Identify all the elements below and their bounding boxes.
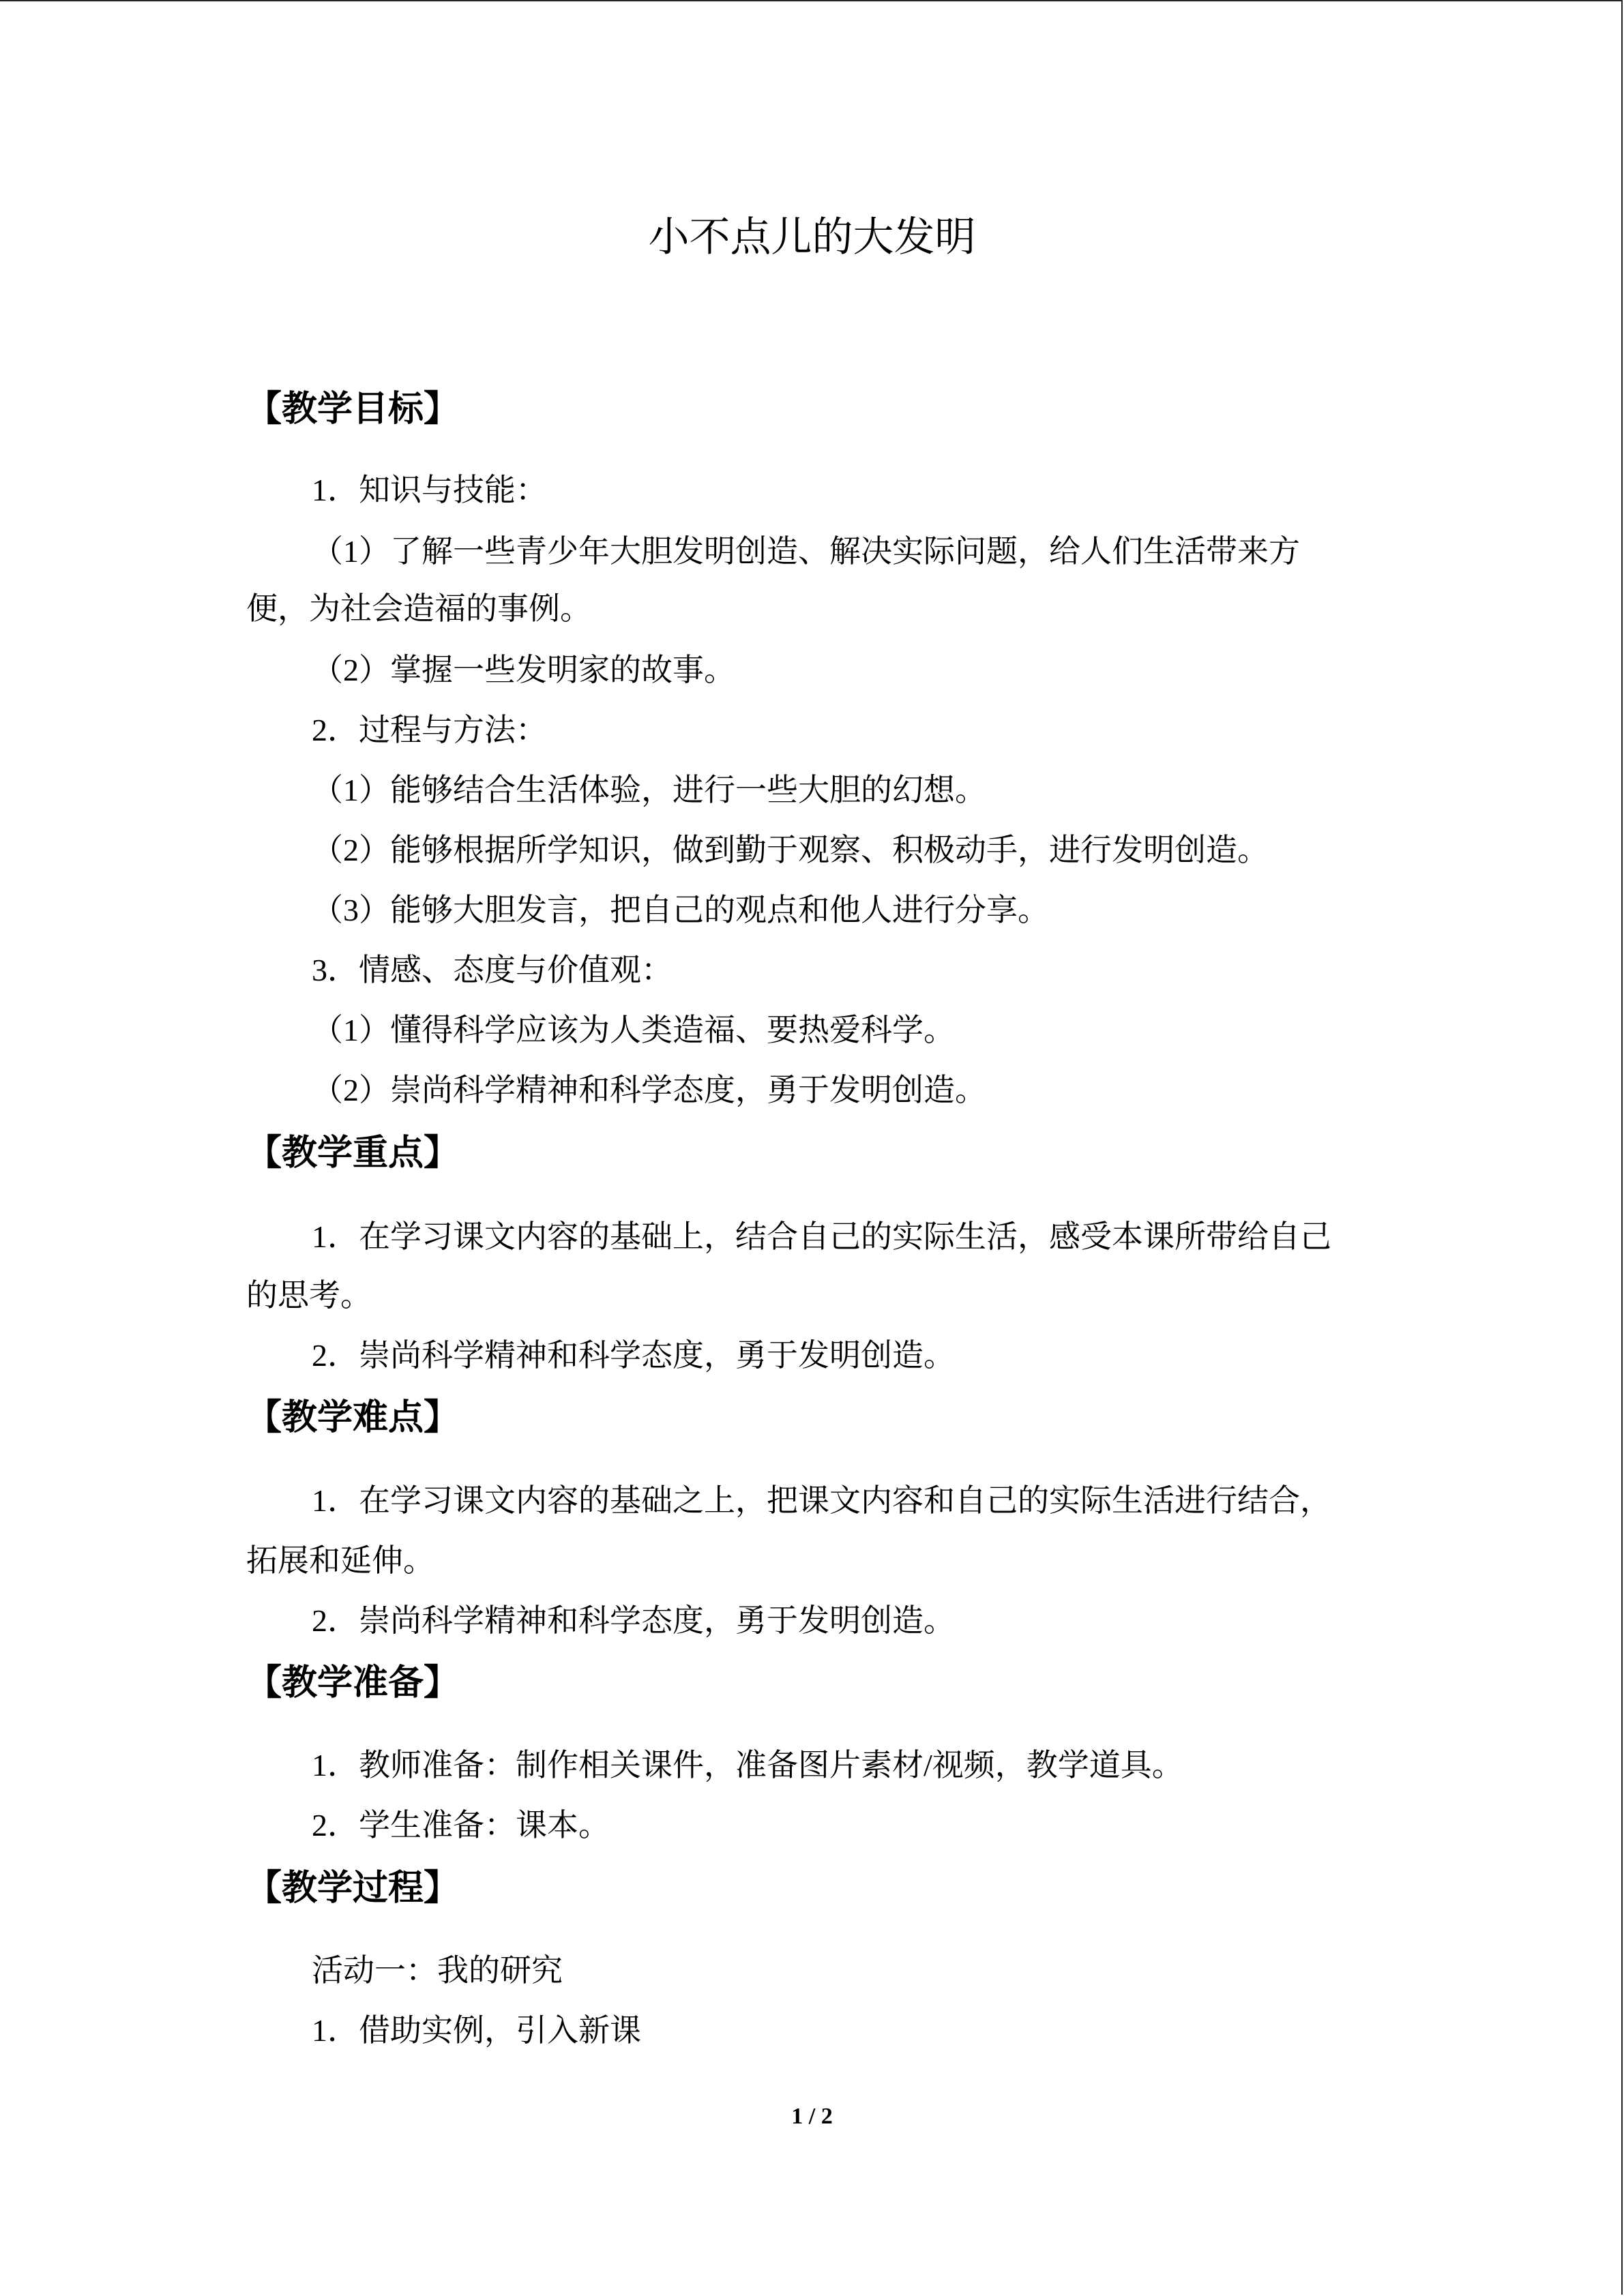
text-line: 活动一：我的研究 xyxy=(312,1953,563,1988)
text-line: （1）了解一些青少年大胆发明创造、解决实际问题，给人们生活带来方 xyxy=(312,534,1300,569)
text-line: 2．过程与方法： xyxy=(312,713,547,747)
text-line: 3．情感、态度与价值观： xyxy=(312,953,673,987)
text-line: 2．崇尚科学精神和科学态度，勇于发明创造。 xyxy=(312,1603,955,1638)
text-line: 1．在学习课文内容的基础上，结合自己的实际生活，感受本课所带给自己 xyxy=(312,1219,1331,1254)
page-number: 1 / 2 xyxy=(791,2104,833,2129)
text-line: 1．教师准备：制作相关课件，准备图片素材/视频，教学道具。 xyxy=(312,1748,1183,1783)
text-line: 1．借助实例，引入新课 xyxy=(312,2013,641,2048)
text-line: 便，为社会造福的事例。 xyxy=(246,591,591,626)
text-line: （1）懂得科学应该为人类造福、要热爱科学。 xyxy=(312,1013,955,1047)
text-line: （3）能够大胆发言，把自己的观点和他人进行分享。 xyxy=(312,893,1049,927)
section-heading-process: 【教学过程】 xyxy=(246,1869,460,1908)
section-heading-difficulties: 【教学难点】 xyxy=(246,1399,460,1437)
document-title: 小不点儿的大发明 xyxy=(648,215,976,260)
text-line: （2）能够根据所学知识，做到勤于观察、积极动手，进行发明创造。 xyxy=(312,833,1269,867)
text-line: （2）掌握一些发明家的故事。 xyxy=(312,653,735,687)
section-heading-objectives: 【教学目标】 xyxy=(246,390,460,429)
text-line: 1．知识与技能： xyxy=(312,473,547,507)
text-line: 1．在学习课文内容的基础之上，把课文内容和自己的实际生活进行结合， xyxy=(312,1483,1331,1518)
text-line: 2．学生准备：课本。 xyxy=(312,1808,610,1843)
text-line: 拓展和延伸。 xyxy=(246,1543,434,1578)
text-line: 2．崇尚科学精神和科学态度，勇于发明创造。 xyxy=(312,1338,955,1373)
section-heading-key-points: 【教学重点】 xyxy=(246,1134,460,1173)
text-line: （1）能够结合生活体验，进行一些大胆的幻想。 xyxy=(312,773,986,807)
text-line: 的思考。 xyxy=(246,1278,372,1313)
section-heading-preparation: 【教学准备】 xyxy=(246,1664,460,1703)
text-line: （2）崇尚科学精神和科学态度，勇于发明创造。 xyxy=(312,1073,986,1107)
